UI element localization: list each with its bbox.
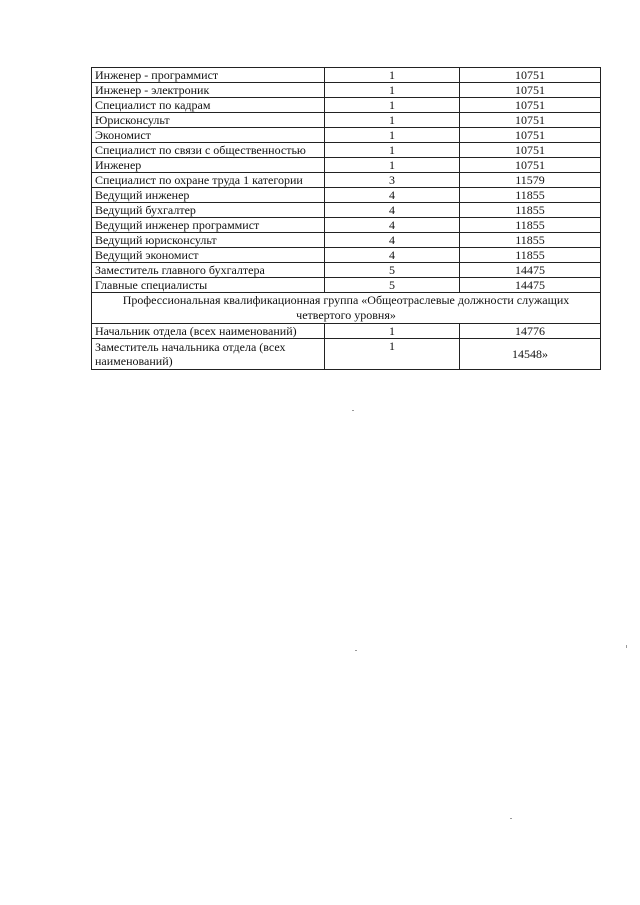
salary-cell: 10751 <box>460 98 601 113</box>
level-cell: 1 <box>325 339 460 370</box>
position-cell: Ведущий инженер <box>92 188 325 203</box>
level-cell: 4 <box>325 218 460 233</box>
level-cell: 1 <box>325 113 460 128</box>
group-header-cell: Профессиональная квалификационная группа «Общеотраслевые должности служащих четвертого уровня» <box>92 293 601 324</box>
salary-cell: 10751 <box>460 113 601 128</box>
table-body <box>92 68 601 370</box>
salary-cell: 10751 <box>460 158 601 173</box>
table-row <box>92 143 601 158</box>
salary-cell: 14475 <box>460 278 601 293</box>
table-row <box>92 68 601 83</box>
salary-cell: 11855 <box>460 248 601 263</box>
table-row <box>92 218 601 233</box>
salary-cell: 11855 <box>460 203 601 218</box>
position-cell: Инженер <box>92 158 325 173</box>
table-row <box>92 173 601 188</box>
salary-cell: 14776 <box>460 324 601 339</box>
salary-cell: 10751 <box>460 143 601 158</box>
level-cell: 3 <box>325 173 460 188</box>
level-cell: 5 <box>325 263 460 278</box>
level-cell: 1 <box>325 83 460 98</box>
group-header-row <box>92 293 601 324</box>
scan-speck <box>510 818 512 819</box>
table-row <box>92 158 601 173</box>
level-cell: 1 <box>325 158 460 173</box>
level-cell: 1 <box>325 143 460 158</box>
level-cell: 1 <box>325 68 460 83</box>
table-row <box>92 128 601 143</box>
table-row <box>92 324 601 339</box>
salary-table <box>91 67 601 370</box>
salary-cell: 10751 <box>460 68 601 83</box>
position-cell: Инженер - программист <box>92 68 325 83</box>
salary-cell: 11579 <box>460 173 601 188</box>
level-cell: 5 <box>325 278 460 293</box>
position-cell: Специалист по охране труда 1 категории <box>92 173 325 188</box>
level-cell: 1 <box>325 324 460 339</box>
table-row <box>92 188 601 203</box>
scan-speck <box>355 650 357 651</box>
table-row <box>92 278 601 293</box>
salary-cell: 10751 <box>460 128 601 143</box>
level-cell: 1 <box>325 98 460 113</box>
position-cell: Ведущий юрисконсульт <box>92 233 325 248</box>
position-cell: Экономист <box>92 128 325 143</box>
table-row <box>92 339 601 370</box>
position-cell: Ведущий инженер программист <box>92 218 325 233</box>
position-cell: Заместитель начальника отдела (всех наименований) <box>92 339 325 370</box>
scan-speck <box>352 410 354 411</box>
table-row <box>92 203 601 218</box>
salary-cell: 11855 <box>460 188 601 203</box>
scan-speck <box>626 645 627 648</box>
position-cell: Специалист по кадрам <box>92 98 325 113</box>
position-cell: Главные специалисты <box>92 278 325 293</box>
salary-cell: 14548» <box>460 339 601 370</box>
table-row <box>92 113 601 128</box>
position-cell: Специалист по связи с общественностью <box>92 143 325 158</box>
salary-cell: 11855 <box>460 218 601 233</box>
level-cell: 4 <box>325 203 460 218</box>
table-row <box>92 98 601 113</box>
level-cell: 4 <box>325 248 460 263</box>
position-cell: Инженер - электроник <box>92 83 325 98</box>
table-row <box>92 263 601 278</box>
salary-cell: 14475 <box>460 263 601 278</box>
position-cell: Юрисконсульт <box>92 113 325 128</box>
position-cell: Начальник отдела (всех наименований) <box>92 324 325 339</box>
level-cell: 4 <box>325 233 460 248</box>
salary-cell: 10751 <box>460 83 601 98</box>
level-cell: 1 <box>325 128 460 143</box>
level-cell: 4 <box>325 188 460 203</box>
table-row <box>92 83 601 98</box>
position-cell: Ведущий бухгалтер <box>92 203 325 218</box>
position-cell: Ведущий экономист <box>92 248 325 263</box>
table-row <box>92 233 601 248</box>
table-row <box>92 248 601 263</box>
position-cell: Заместитель главного бухгалтера <box>92 263 325 278</box>
salary-cell: 11855 <box>460 233 601 248</box>
